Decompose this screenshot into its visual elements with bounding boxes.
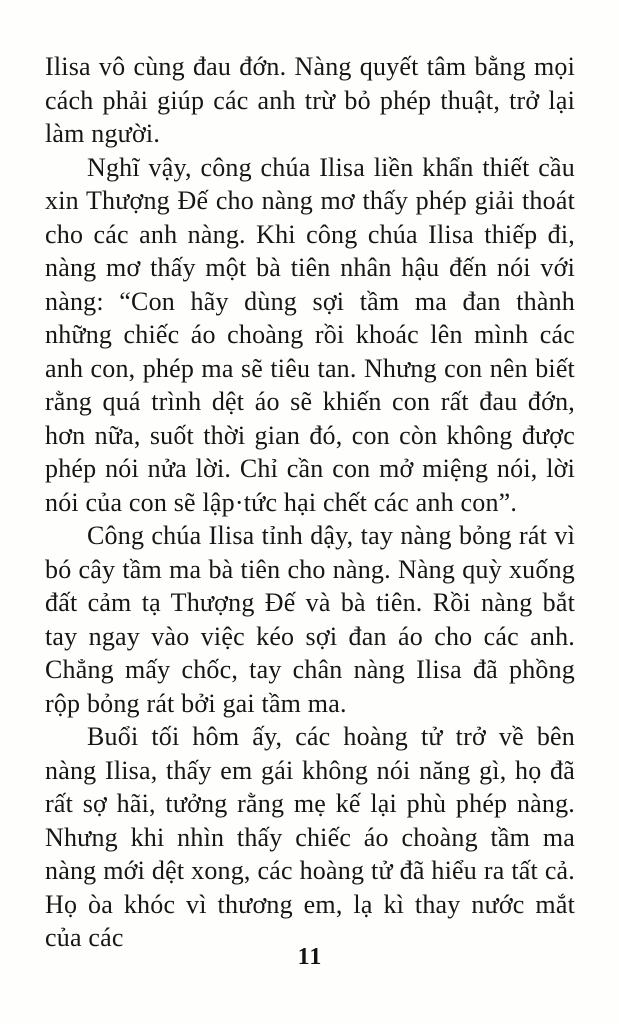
page-number: 11 xyxy=(297,944,323,970)
body-text xyxy=(45,50,575,955)
paragraph: Nghĩ vậy, công chúa Ilisa liền khẩn thiết cầu xin Thượng Đế cho nàng mơ thấy phép giải thoát cho các anh nàng. Khi công chúa Ilisa thiếp đi, nàng mơ thấy một bà tiên nhân hậu đến nói với nàng: “Con hãy dùng sợi tầm ma đan thành những chiếc áo choàng rồi khoác lên mình các anh con, phép ma sẽ tiêu tan. Nhưng con nên biết rằng quá trình dệt áo sẽ khiến con rất đau đớn, hơn nữa, suốt thời gian đó, con còn không được phép nói nửa lời. Chỉ cần con mở miệng nói, lời nói của con sẽ lập·tức hại chết các anh con”. xyxy=(45,152,575,517)
paragraph-continuation: Ilisa vô cùng đau đớn. Nàng quyết tâm bằng mọi cách phải giúp các anh trừ bỏ phép thuật, trở lại làm người. xyxy=(45,52,575,148)
paragraph: Buổi tối hôm ấy, các hoàng tử trở về bên nàng Ilisa, thấy em gái không nói năng gì, họ đã rất sợ hãi, tưởng rằng mẹ kế lại phù phép nàng. Nhưng khi nhìn thấy chiếc áo choàng tầm ma nàng mới dệt xong, các hoàng tử đã hiểu ra tất cả. Họ òa khóc vì thương em, lạ kì thay nước mắt của các xyxy=(45,722,575,952)
paragraph: Công chúa Ilisa tỉnh dậy, tay nàng bỏng rát vì bó cây tầm ma bà tiên cho nàng. Nàng quỳ xuống đất cảm tạ Thượng Đế và bà tiên. Rồi nàng bắt tay ngay vào việc kéo sợi đan áo cho các anh. Chẳng mấy chốc, tay chân nàng Ilisa đã phồng rộp bỏng rát bởi gai tầm ma. xyxy=(45,521,575,718)
